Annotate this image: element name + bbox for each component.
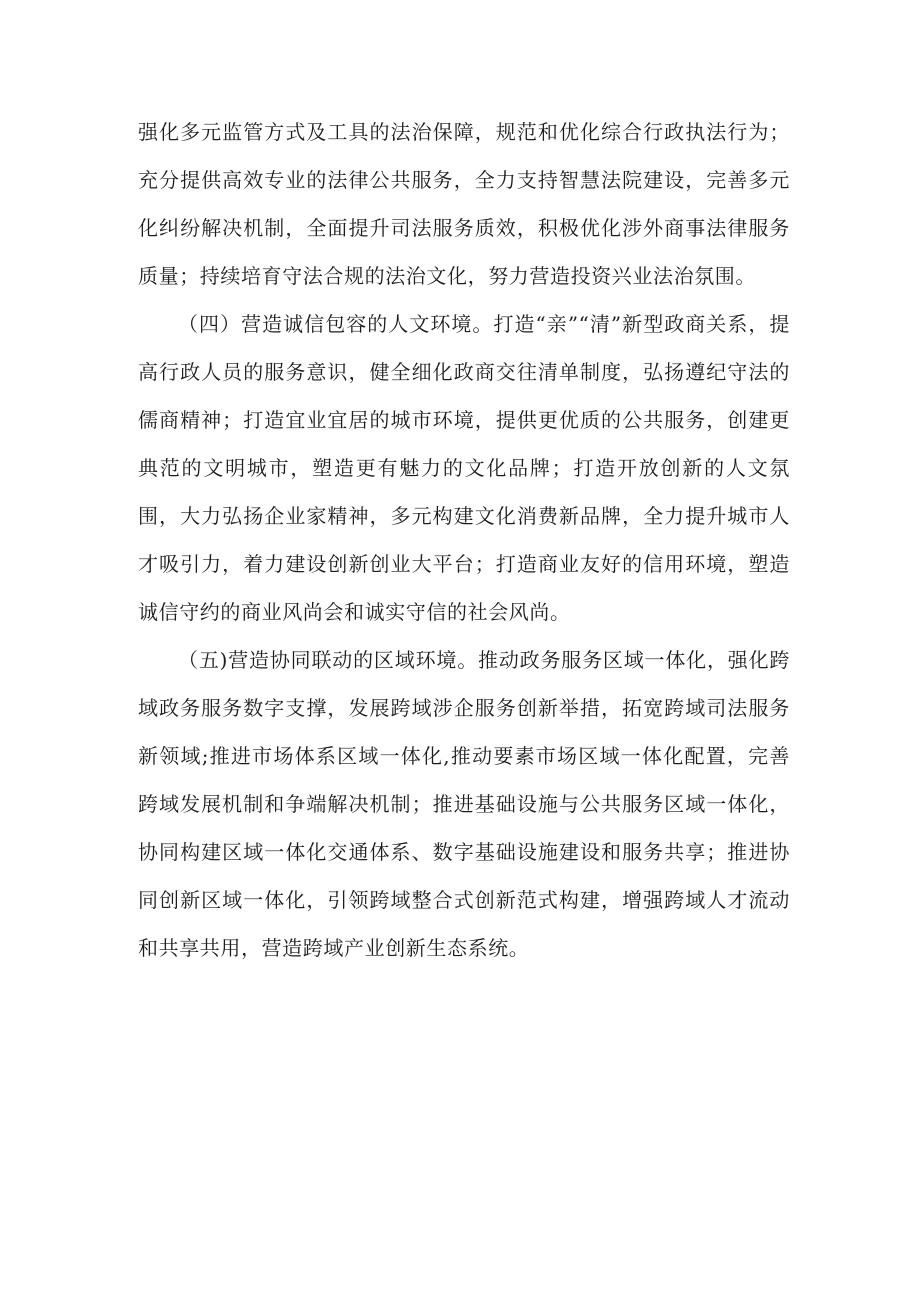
paragraph-section-four: （四）营造诚信包容的人文环境。打造“亲”“清”新型政商关系，提高行政人员的服务意识，健全细化政商交往清单制度，弘扬遵纪守法的儒商精神；打造宜业宜居的城市环境，提供更优质的公共服务，创建更典范的文明城市，塑造更有魅力的文化品牌；打造开放创新的人文氛围，大力弘扬企业家精神，多元构建文化消费新品牌，全力提升城市人才吸引力，着力建设创新创业大平台；打造商业友好的信用环境，塑造诚信守约的商业风尚会和诚实守信的社会风尚。 [138, 312, 790, 624]
paragraph-continuation: 强化多元监管方式及工具的法治保障，规范和优化综合行政执法行为；充分提供高效专业的法律公共服务，全力支持智慧法院建设，完善多元化纠纷解决机制，全面提升司法服务质效，积极优化涉外商事法律服务质量；持续培育守法合规的法治文化，努力营造投资兴业法治氛围。 [138, 120, 790, 288]
document-body [138, 108, 790, 972]
paragraph-section-five: （五)营造协同联动的区域环境。推动政务服务区域一体化，强化跨域政务服务数字支撑，发展跨域涉企服务创新举措，拓宽跨域司法服务新领域;推进市场体系区域一体化,推动要素市场区域一体化配置，完善跨域发展机制和争端解决机制；推进基础设施与公共服务区域一体化，协同构建区域一体化交通体系、数字基础设施建设和服务共享；推进协同创新区域一体化，引领跨域整合式创新范式构建，增强跨域人才流动和共享共用，营造跨域产业创新生态系统。 [138, 648, 790, 960]
